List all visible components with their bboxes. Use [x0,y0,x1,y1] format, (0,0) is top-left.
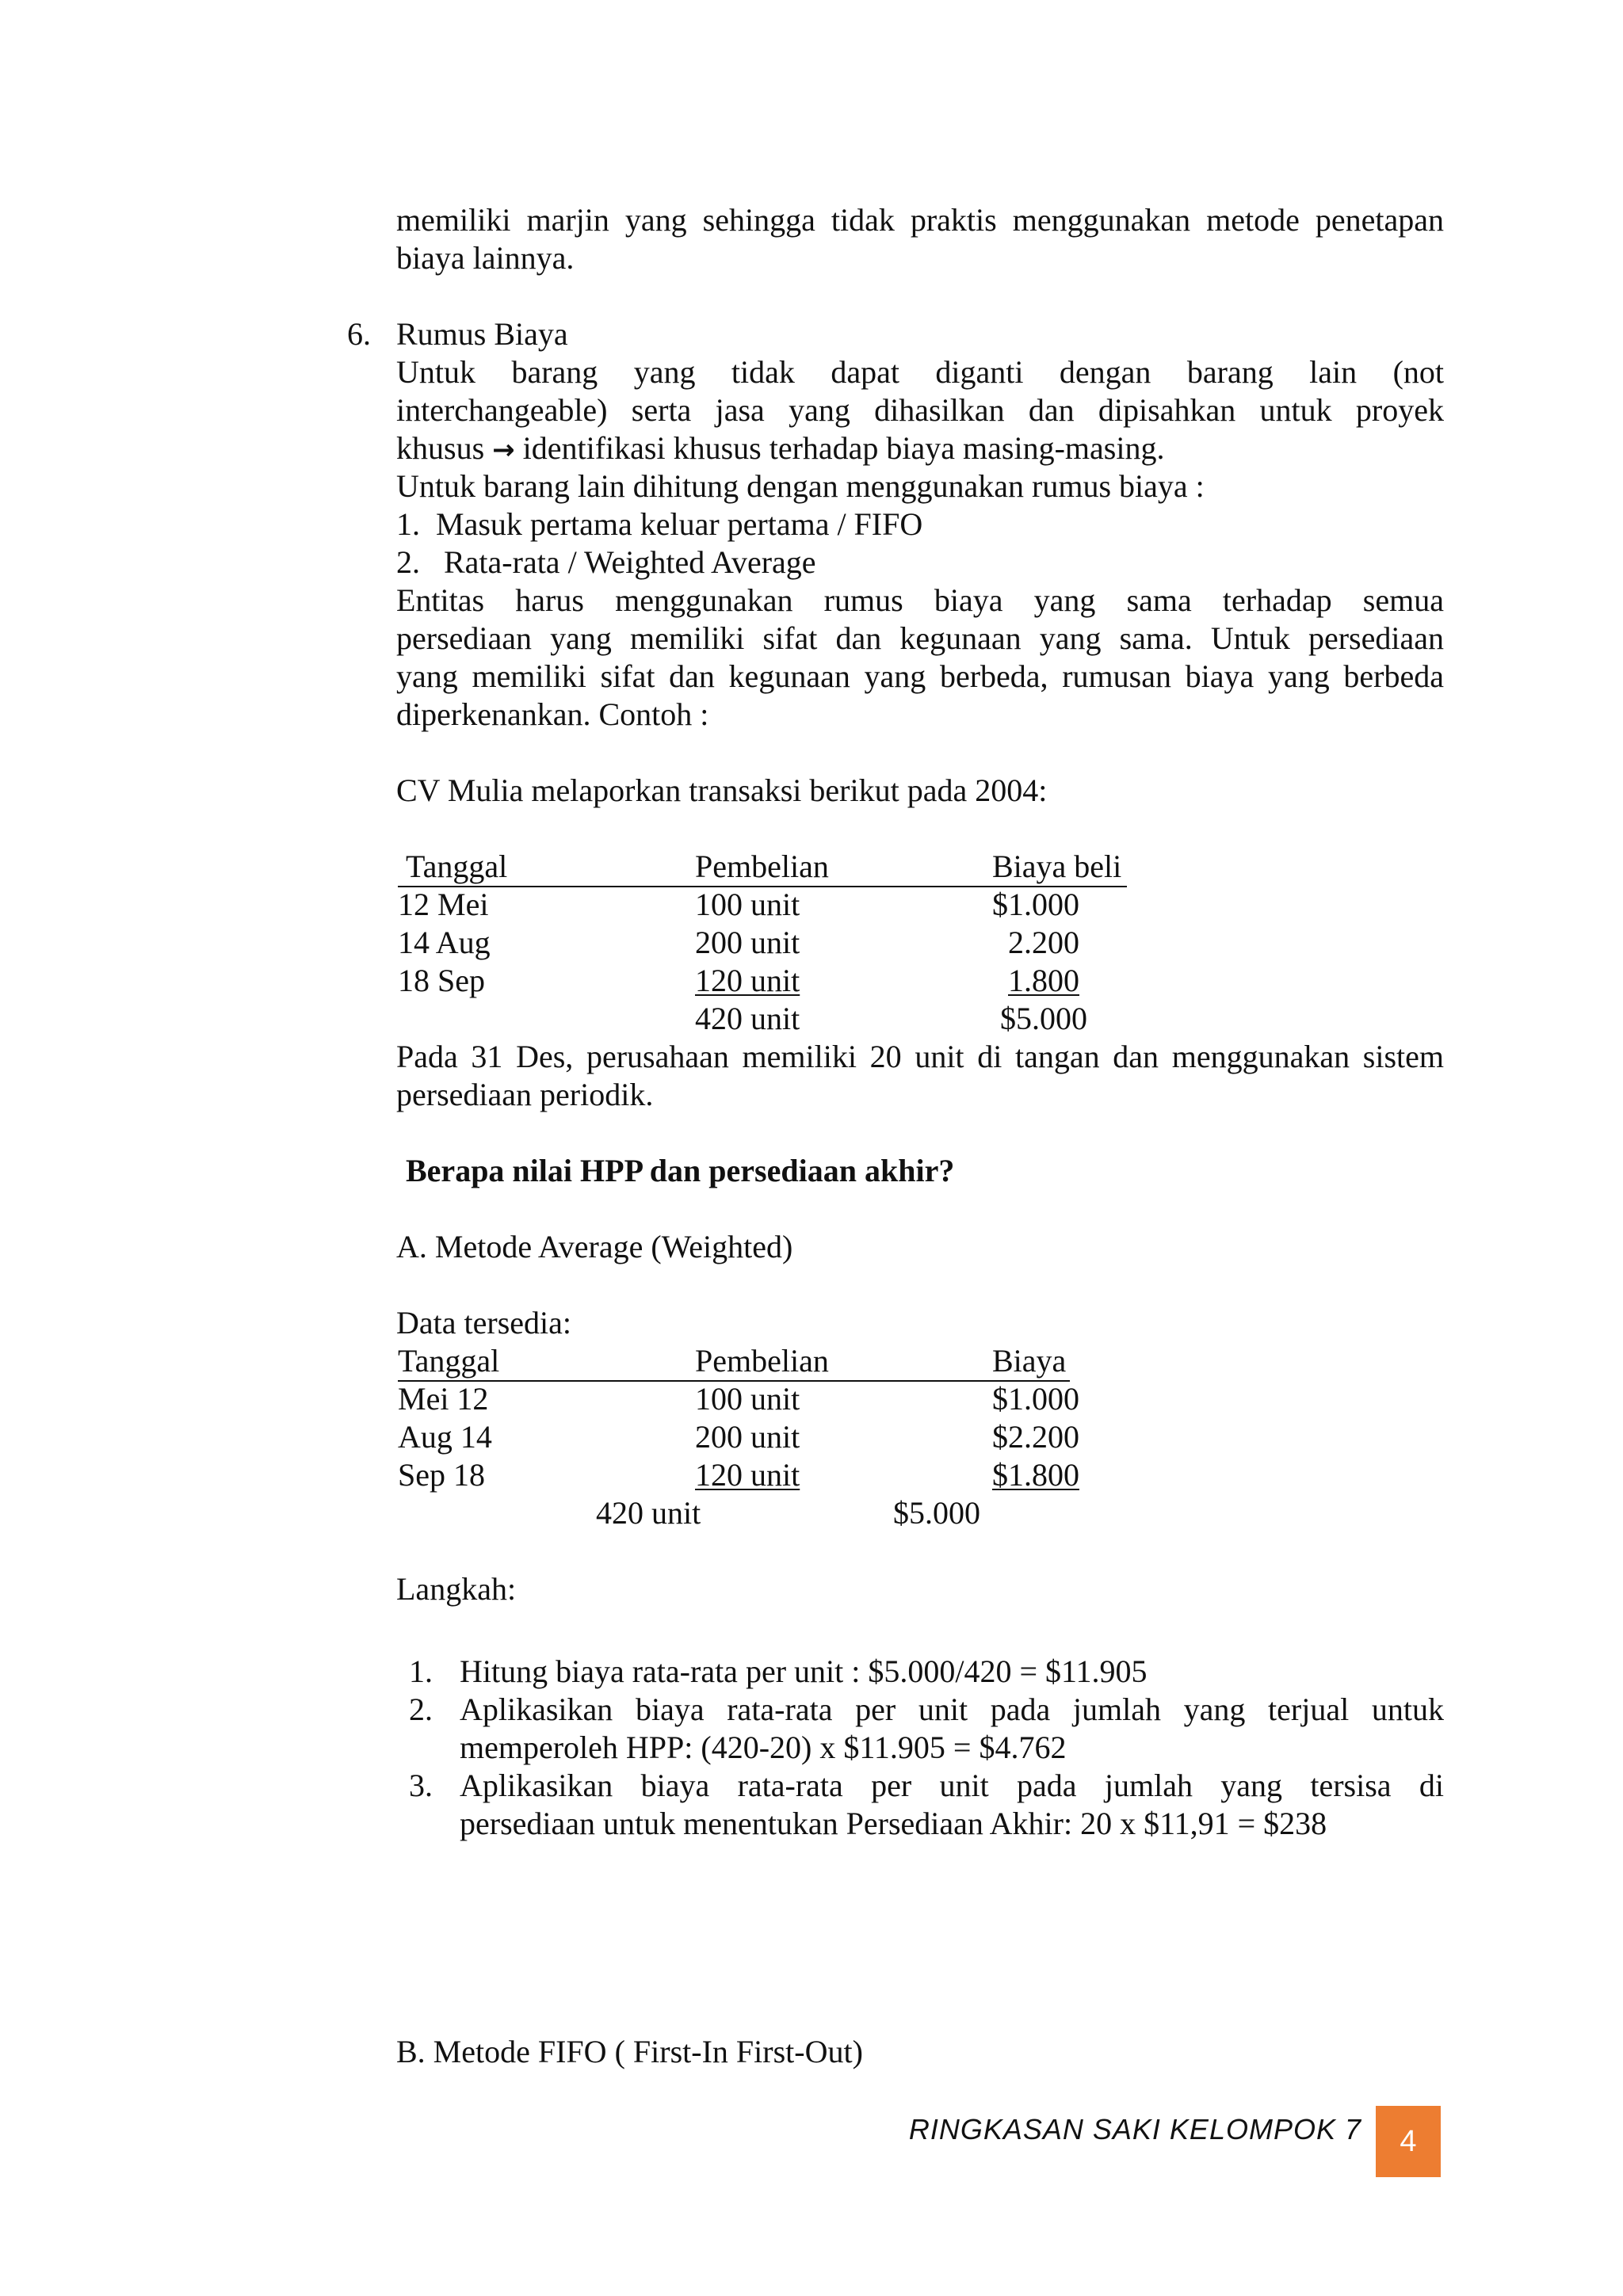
footer-text: RINGKASAN SAKI KELOMPOK 7 [908,2113,1361,2145]
table-row-purchase: 100 unit [695,1381,800,1417]
section6-p1-line3-b: identifikasi khusus terhadap biaya masing-masing. [522,430,1165,466]
step-number: 2. [409,1691,433,1727]
table2-header-purchase: Pembelian [695,1343,829,1379]
section6-p2: Untuk barang lain dihitung dengan menggunakan rumus biaya : [396,468,1205,504]
method-list-text: Rata-rata / Weighted Average [444,544,816,580]
section-title: Rumus Biaya [396,316,568,352]
table1-total-cost: $5.000 [1000,1001,1087,1036]
table-row-date: Mei 12 [398,1381,489,1417]
section6-p1-line2: interchangeable) serta jasa yang dihasilkan dan dipisahkan untuk proyek [396,392,1444,428]
table-row-cost: $1.000 [992,887,1079,922]
table-row-purchase: 120 unit [695,1457,800,1493]
table2-total-cost: $5.000 [893,1495,980,1531]
intro-line-2: biaya lainnya. [396,240,575,276]
step-text: Hitung biaya rata-rata per unit : $5.000/420 = $11.905 [460,1653,1148,1689]
method-a-title: A. Metode Average (Weighted) [396,1229,793,1264]
example-note-line1: Pada 31 Des, perusahaan memiliki 20 unit di tangan dan menggunakan sistem [396,1039,1444,1074]
step-text: Aplikasikan biaya rata-rata per unit pada jumlah yang tersisa di [460,1768,1444,1803]
method-list-num: 1. [396,506,420,542]
table-row-cost: 2.200 [1008,925,1079,960]
method-list-text: Masuk pertama keluar pertama / FIFO [436,506,923,542]
section6-p1-line3-a: khusus [396,430,485,466]
section6-p3-line3: yang memiliki sifat dan kegunaan yang berbeda, rumusan biaya yang berbeda [396,658,1444,694]
example-intro: CV Mulia melaporkan transaksi berikut pada 2004: [396,772,1048,808]
table1-total-units: 420 unit [695,1001,800,1036]
step-number: 3. [409,1768,433,1803]
section-number: 6. [347,316,371,352]
section6-p1-line3 [396,429,1444,469]
table-row-date: 12 Mei [398,887,489,922]
table-row-cost: $1.000 [992,1381,1079,1417]
table-row-date: 18 Sep [398,963,485,998]
table-row-date: 14 Aug [398,925,491,960]
step-text-continued: persediaan untuk menentukan Persediaan Akhir: 20 x $11,91 = $238 [460,1806,1327,1841]
example-question: Berapa nilai HPP dan persediaan akhir? [406,1153,955,1188]
page-number-badge: 4 [1376,2106,1441,2177]
method-list-item [396,505,1444,543]
table-row-cost: $2.200 [992,1419,1079,1455]
table-row-cost: $1.800 [992,1457,1079,1493]
section6-p1-line1: Untuk barang yang tidak dapat diganti dengan barang lain (not [396,354,1444,390]
table-row-purchase: 100 unit [695,887,800,922]
example-note-line2: persediaan periodik. [396,1077,654,1112]
step-number: 1. [409,1653,433,1689]
method-list-num: 2. [396,544,420,580]
table-row-date: Aug 14 [398,1419,492,1455]
method-a-data-label: Data tersedia: [396,1305,571,1341]
step-text: Aplikasikan biaya rata-rata per unit pada jumlah yang terjual untuk [460,1691,1444,1727]
step-text-continued: memperoleh HPP: (420-20) x $11.905 = $4.762 [460,1730,1067,1765]
table-row-cost: 1.800 [1008,963,1079,998]
table2-header-cost: Biaya [992,1343,1067,1379]
method-list-item [396,543,1444,582]
steps-label: Langkah: [396,1571,517,1607]
table1-header-date: Tanggal [406,849,508,884]
section6-p3-line4: diperkenankan. Contoh : [396,696,709,732]
table1-header-purchase: Pembelian [695,849,829,884]
table2-total-units: 420 unit [596,1495,701,1531]
arrow-right-icon: → [492,434,515,466]
table-row-date: Sep 18 [398,1457,485,1493]
section6-p3-line2: persediaan yang memiliki sifat dan kegunaan yang sama. Untuk persediaan [396,620,1444,656]
table-row-purchase: 200 unit [695,925,800,960]
table1-header-cost: Biaya beli [992,849,1122,884]
table-row-purchase: 200 unit [695,1419,800,1455]
section6-p3-line1: Entitas harus menggunakan rumus biaya yang sama terhadap semua [396,582,1444,618]
table-row-purchase: 120 unit [695,963,800,998]
intro-line-1: memiliki marjin yang sehingga tidak praktis menggunakan metode penetapan [396,202,1444,238]
method-b-title: B. Metode FIFO ( First-In First-Out) [396,2034,863,2069]
table2-header-date: Tanggal [398,1343,500,1379]
